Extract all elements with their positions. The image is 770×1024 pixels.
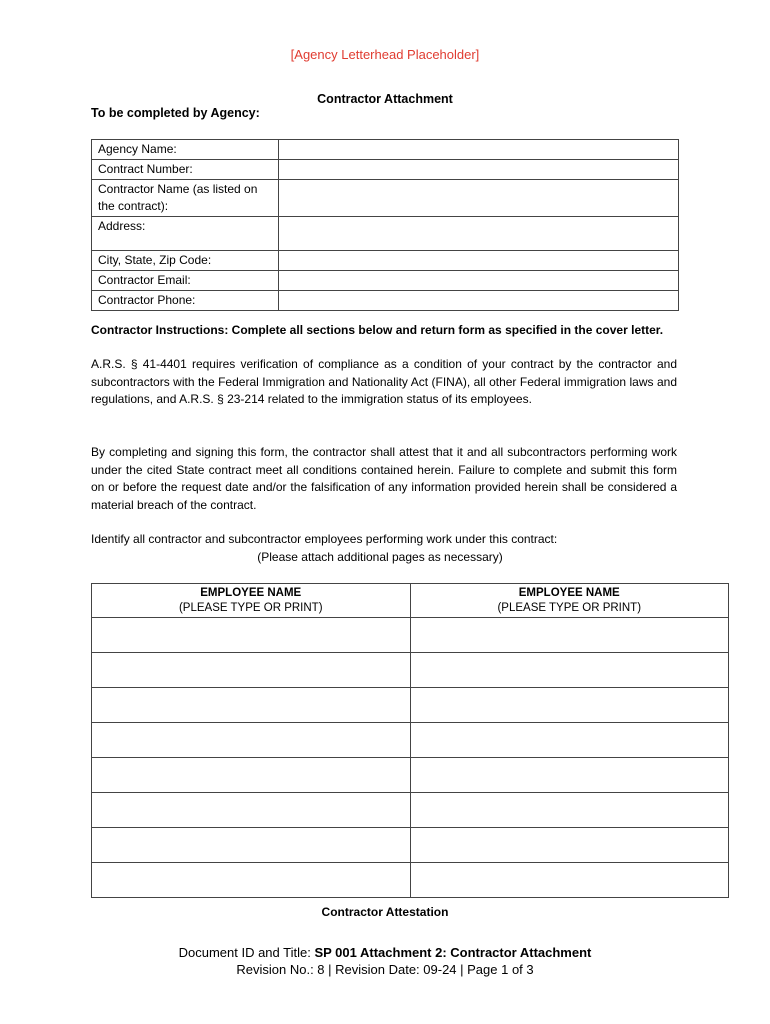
employee-name-table xyxy=(91,583,729,898)
agency-name-field[interactable] xyxy=(279,140,679,160)
info-row-contractor-phone xyxy=(92,291,679,311)
employee-name-subtitle-1: (PLEASE TYPE OR PRINT) xyxy=(178,601,323,614)
employee-name-cell[interactable] xyxy=(410,828,729,863)
employee-name-cell[interactable] xyxy=(410,618,729,653)
attach-pages-note: (Please attach additional pages as necessary) xyxy=(257,549,503,564)
ars-compliance-paragraph: A.R.S. § 41-4401 requires verification of compliance as a condition of your contract by the contractor and subcontractors with the Federal Immigration and Nationality Act (FINA), all other Federal immigration laws and regulations, and A.R.S. § 23-214 related to the immigration status of its employees. xyxy=(91,357,677,406)
info-row-agency-name xyxy=(92,140,679,160)
employee-name-column-header-1 xyxy=(92,584,411,618)
document-title: Contractor Attachment xyxy=(317,92,453,106)
city-state-zip-field[interactable] xyxy=(279,251,679,271)
contractor-email-label: Contractor Email: xyxy=(92,271,279,291)
employee-name-cell[interactable] xyxy=(92,723,411,758)
address-field[interactable] xyxy=(279,217,679,251)
footer-id-title: SP 001 Attachment 2: Contractor Attachment xyxy=(314,945,592,960)
contractor-name-label: Contractor Name (as listed on the contract): xyxy=(92,180,279,217)
employee-name-cell[interactable] xyxy=(410,793,729,828)
employee-name-subtitle-2: (PLEASE TYPE OR PRINT) xyxy=(497,601,642,614)
contractor-name-field[interactable] xyxy=(279,180,679,217)
letterhead-placeholder: [Agency Letterhead Placeholder] xyxy=(290,47,480,62)
contractor-phone-label: Contractor Phone: xyxy=(92,291,279,311)
table-row xyxy=(92,863,729,898)
table-row xyxy=(92,723,729,758)
employee-name-cell[interactable] xyxy=(410,653,729,688)
address-label: Address: xyxy=(92,217,279,251)
contractor-phone-field[interactable] xyxy=(279,291,679,311)
info-row-contract-number xyxy=(92,160,679,180)
contract-number-label: Contract Number: xyxy=(92,160,279,180)
employee-name-title-2: EMPLOYEE NAME xyxy=(518,586,620,599)
table-row xyxy=(92,758,729,793)
table-row xyxy=(92,688,729,723)
table-row xyxy=(92,653,729,688)
employee-name-cell[interactable] xyxy=(410,688,729,723)
employee-name-cell[interactable] xyxy=(410,758,729,793)
employee-table-header xyxy=(92,584,729,618)
table-row xyxy=(92,828,729,863)
info-row-address xyxy=(92,217,679,251)
info-row-contractor-name xyxy=(92,180,679,217)
agency-info-table xyxy=(91,139,679,311)
employee-name-cell[interactable] xyxy=(410,723,729,758)
contractor-instructions: Contractor Instructions: Complete all sections below and return form as specified in the cover letter. xyxy=(91,323,664,337)
city-state-zip-label: City, State, Zip Code: xyxy=(92,251,279,271)
employee-name-cell[interactable] xyxy=(92,688,411,723)
employee-name-cell[interactable] xyxy=(92,618,411,653)
employee-name-cell[interactable] xyxy=(92,653,411,688)
table-row xyxy=(92,793,729,828)
info-row-contractor-email xyxy=(92,271,679,291)
employee-name-cell[interactable] xyxy=(92,863,411,898)
employee-name-column-header-2 xyxy=(410,584,729,618)
employee-name-cell[interactable] xyxy=(92,793,411,828)
employee-name-cell[interactable] xyxy=(92,828,411,863)
info-row-city-state-zip xyxy=(92,251,679,271)
agency-section-label: To be completed by Agency: xyxy=(91,106,260,120)
table-row xyxy=(92,618,729,653)
footer-id-prefix: Document ID and Title: xyxy=(178,945,315,960)
identify-employees-text xyxy=(91,531,679,566)
document-footer xyxy=(0,944,770,978)
employee-name-cell[interactable] xyxy=(410,863,729,898)
employee-name-title-1: EMPLOYEE NAME xyxy=(200,586,302,599)
contractor-email-field[interactable] xyxy=(279,271,679,291)
contract-number-field[interactable] xyxy=(279,160,679,180)
contractor-attestation-heading: Contractor Attestation xyxy=(321,905,449,919)
identify-employees-instruction: Identify all contractor and subcontractor employees performing work under this contract: xyxy=(91,532,558,546)
employee-name-cell[interactable] xyxy=(92,758,411,793)
agency-name-label: Agency Name: xyxy=(92,140,279,160)
footer-revision-info: Revision No.: 8 | Revision Date: 09-24 | Page 1 of 3 xyxy=(236,962,534,977)
footer-document-id xyxy=(0,944,770,961)
attestation-paragraph: By completing and signing this form, the contractor shall attest that it and all subcontractors performing work under the cited State contract meet all conditions contained herein. Failure to complete and submit this form on or before the request date and/or the falsification of any information provided herein shall be considered a material breach of the contract. xyxy=(91,445,677,512)
